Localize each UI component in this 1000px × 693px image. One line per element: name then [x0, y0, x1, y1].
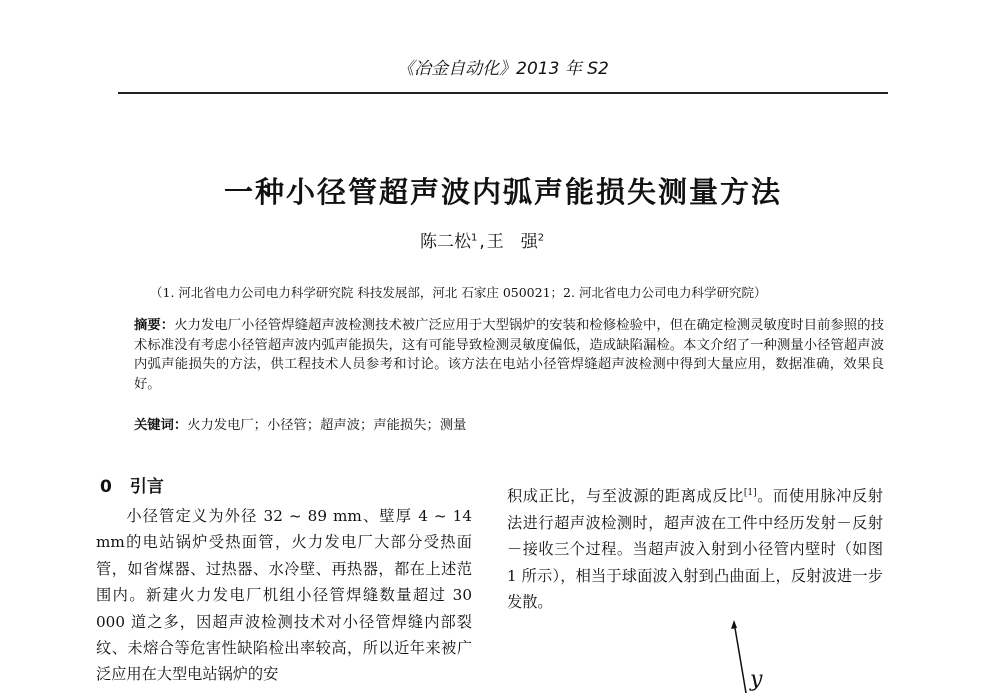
- body-paragraph: [507, 480, 883, 616]
- author-affiliation-mark: 2: [537, 232, 545, 244]
- section-heading: [100, 472, 164, 497]
- author-affiliation-mark: 1: [471, 232, 478, 244]
- paper-title: 一种小径管超声波内弧声能损失测量方法: [223, 175, 782, 209]
- body-left-column: [96, 503, 472, 688]
- citation-mark: [1]: [743, 488, 757, 498]
- abstract-label: 摘要：: [134, 318, 175, 333]
- body-text: 。而使用脉冲反射法进行超声波检测时，超声波在工件中经历发射－反射－接收三个过程。当超声波入射到小径管内壁时（如图 1 所示），相当于球面波入射到凸曲面上，反射波进一步发散。: [507, 487, 884, 612]
- header-rule: [118, 92, 888, 94]
- abstract-text: 火力发电厂小径管焊缝超声波检测技术被广泛应用于大型锅炉的安装和检修检验中，但在确定检测灵敏度时目前参照的技术标准没有考虑小径管超声波内弧声能损失，这有可能导致检测灵敏度偏低，造成缺陷漏检。本文介绍了一种测量小径管超声波内弧声能损失的方法，供工程技术人员参考和讨论。该方法在电站小径管焊缝超声波检测中得到大量应用，数据准确，效果良好。: [134, 318, 885, 392]
- body-right-column: [507, 480, 883, 616]
- keywords-text: 火力发电厂；小径管；超声波；声能损失；测量: [187, 418, 467, 433]
- abstract: [134, 316, 884, 394]
- figure-axis-label: y: [750, 667, 763, 692]
- author-name: 王 强: [486, 232, 538, 252]
- body-text: 积成正比，与至波源的距离成反比: [507, 487, 744, 506]
- figure-arrow-line: [734, 622, 746, 693]
- author-name: 陈二松: [420, 232, 471, 252]
- keywords: [134, 414, 874, 433]
- figure-1-fragment: [720, 620, 780, 693]
- keywords-label: 关键词：: [134, 418, 188, 433]
- author-separator: ,: [479, 232, 485, 252]
- journal-header: 《冶金自动化》2013 年 S2: [397, 59, 609, 79]
- body-paragraph: 小径管定义为外径 32 ~ 89 mm、壁厚 4 ~ 14 mm的电站锅炉受热面管，火力发电厂大部分受热面管，如省煤器、过热器、水冷壁、再热器，都在上述范围内。新建火力发电厂机组小径管焊缝数量超过 30 000 道之多，因超声波检测技术对小径管焊缝内部裂纹、未熔合等危害性缺陷检出率较高，所以近年来被广泛应用在大型电站锅炉的安: [96, 507, 472, 684]
- section-number: 0: [100, 477, 112, 497]
- authors: [420, 227, 620, 252]
- affiliation: （1. 河北省电力公司电力科学研究院 科技发展部，河北 石家庄 050021；2. 河北省电力公司电力科学研究院）: [150, 285, 767, 300]
- figure-arrow-head: [731, 620, 737, 629]
- section-title: 引言: [129, 477, 164, 497]
